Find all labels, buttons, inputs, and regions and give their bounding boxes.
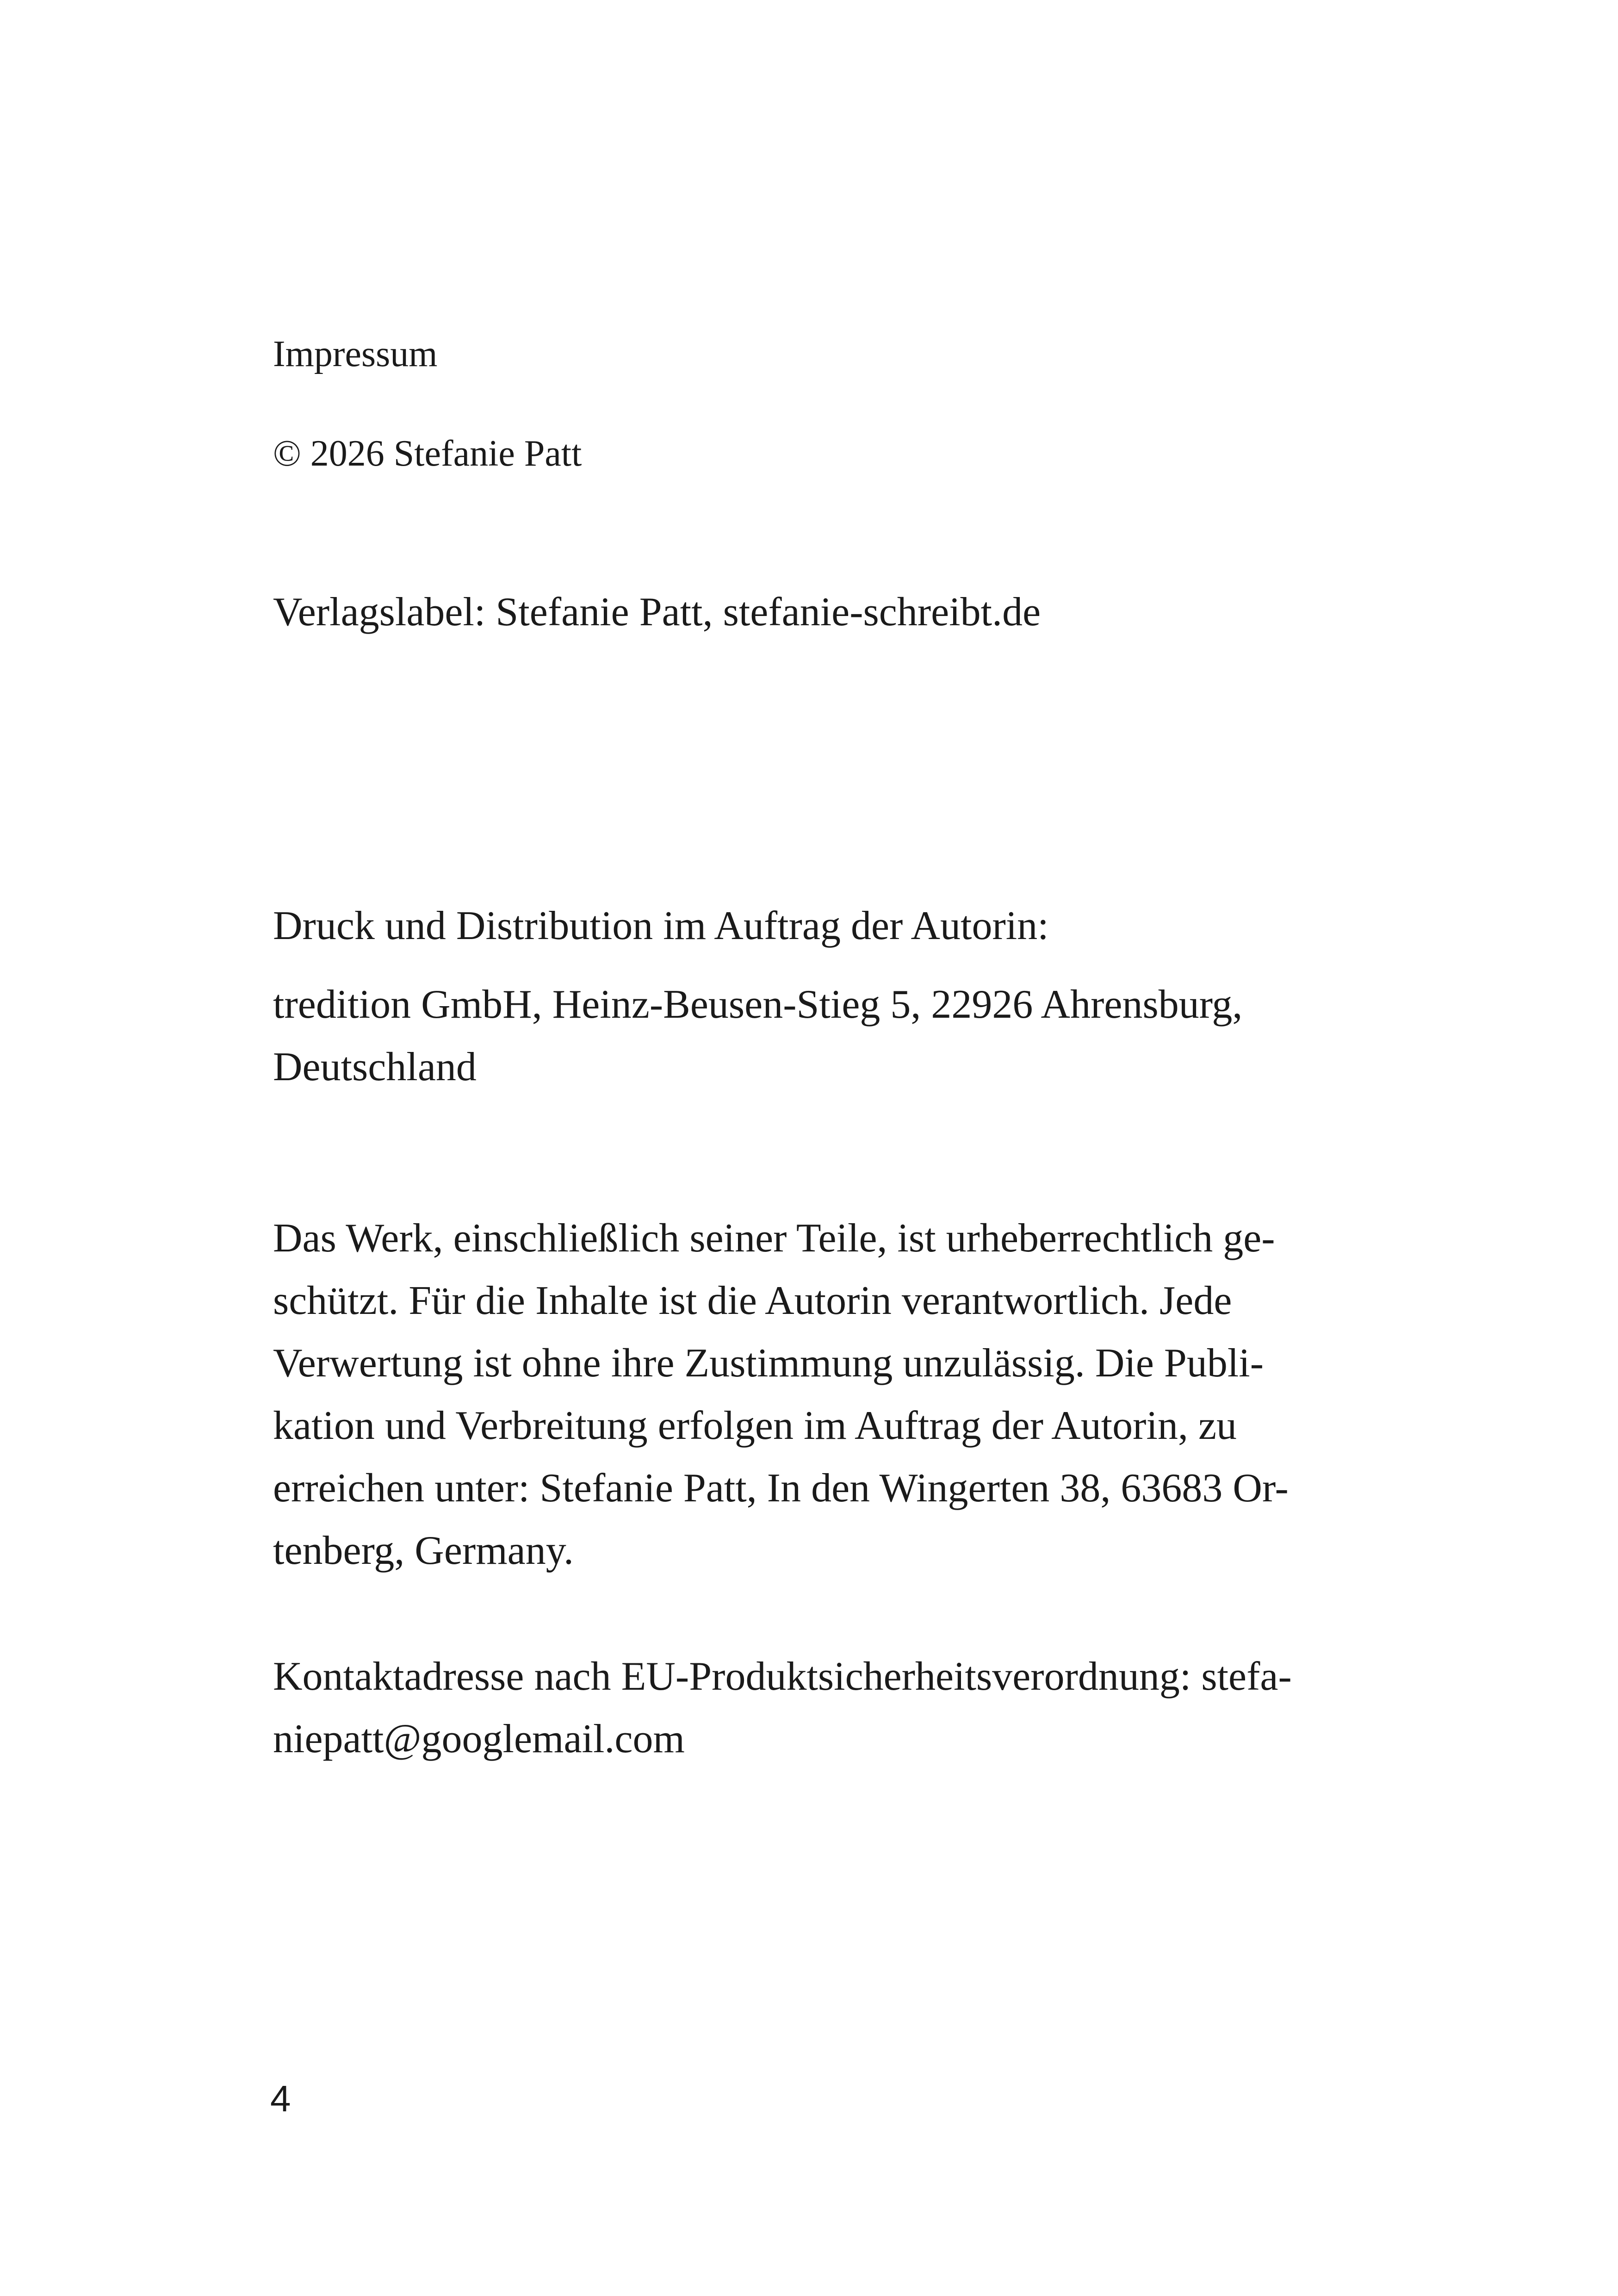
rights-notice-line: Das Werk, einschließlich seiner Teile, ist urheberrechtlich ge- xyxy=(273,1216,1275,1261)
impressum-heading: Impressum xyxy=(273,334,438,374)
contact-line: Kontaktadresse nach EU-Produktsicherheitsverordnung: stefa- xyxy=(273,1654,1292,1699)
rights-notice-line: kation und Verbreitung erfolgen im Auftrag der Autorin, zu xyxy=(273,1403,1237,1448)
print-distribution-intro: Druck und Distribution im Auftrag der Autorin: xyxy=(273,903,1049,948)
copyright-line: © 2026 Stefanie Patt xyxy=(273,433,582,474)
contact-line: niepatt@googlemail.com xyxy=(273,1717,685,1761)
print-address-line: tredition GmbH, Heinz-Beusen-Stieg 5, 22926 Ahrensburg, xyxy=(273,982,1243,1027)
rights-notice-line: erreichen unter: Stefanie Patt, In den Wingerten 38, 63683 Or- xyxy=(273,1466,1289,1511)
rights-notice-line: schützt. Für die Inhalte ist die Autorin verantwortlich. Jede xyxy=(273,1278,1232,1323)
print-address-line: Deutschland xyxy=(273,1045,477,1089)
publisher-label-line: Verlagslabel: Stefanie Patt, stefanie-schreibt.de xyxy=(273,590,1041,635)
rights-notice-line: tenberg, Germany. xyxy=(273,1528,574,1573)
rights-notice-line: Verwertung ist ohne ihre Zustimmung unzulässig. Die Publi- xyxy=(273,1341,1264,1386)
page-number: 4 xyxy=(270,2078,291,2119)
